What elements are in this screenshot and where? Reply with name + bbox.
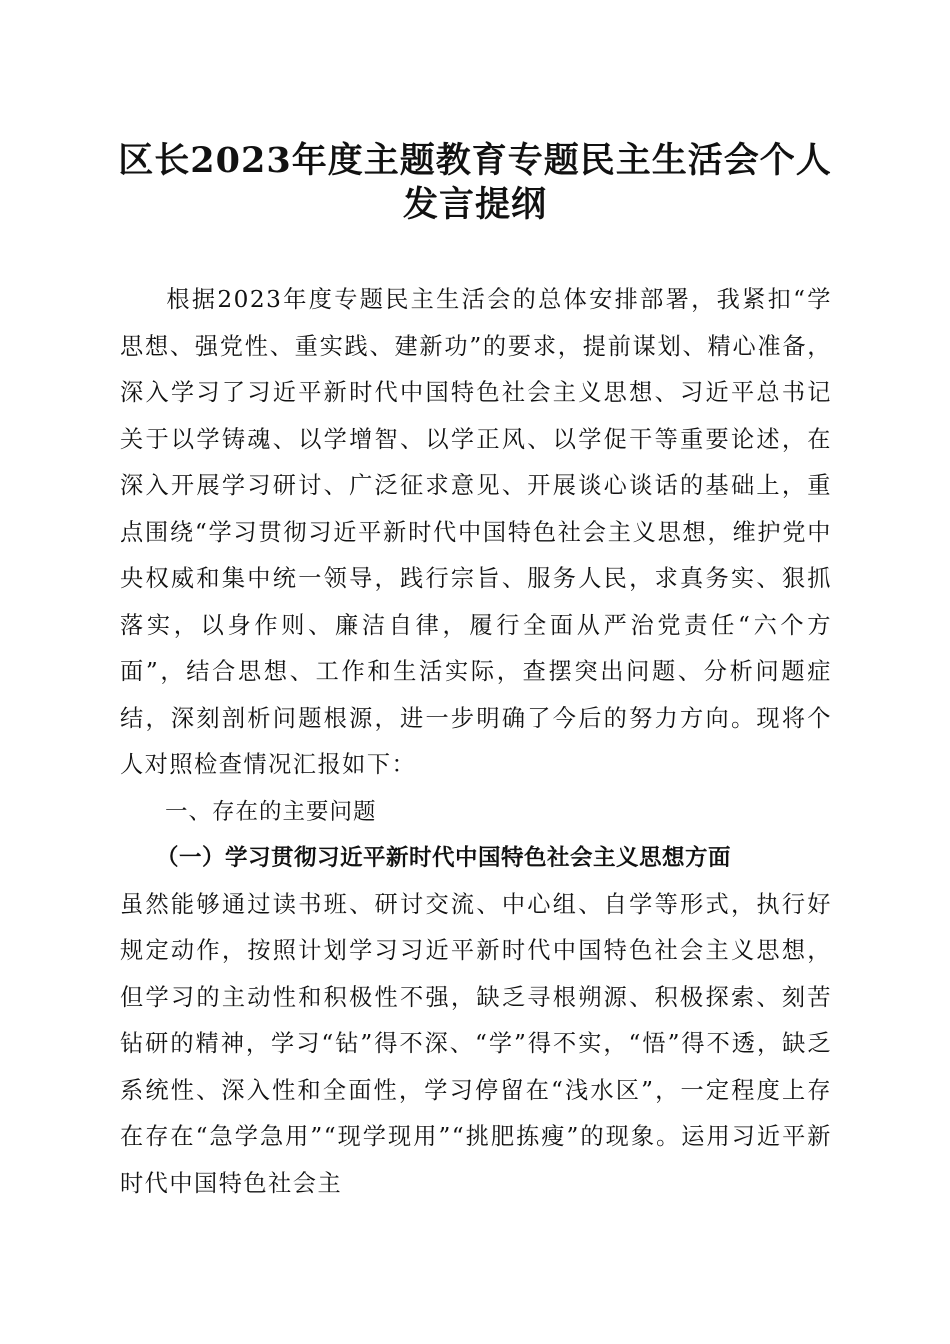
document-body xyxy=(120,277,832,1207)
section-heading-1: 一、存在的主要问题 xyxy=(165,798,377,825)
intro-paragraph: 根据2023年度专题民主生活会的总体安排部署，我紧扣“学思想、强党性、重实践、建新功”的要求，提前谋划、精心准备，深入学习了习近平新时代中国特色社会主义思想、习近平总书记关于以学铸魂、以学增智、以学正风、以学促干等重要论述，在深入开展学习研讨、广泛征求意见、开展谈心谈话的基础上，重点围绕“学习贯彻习近平新时代中国特色社会主义思想，维护党中央权威和集中统一领导，践行宗旨、服务人民，求真务实、狠抓落实，以身作则、廉洁自律，履行全面从严治党责任“六个方面”，结合思想、工作和生活实际，查摆突出问题、分析问题症结，深刻剖析问题根源，进一步明确了今后的努力方向。现将个人对照检查情况汇报如下： xyxy=(120,286,832,778)
subsection-heading-1: （一）学习贯彻习近平新时代中国特色社会主义思想方面 xyxy=(156,845,732,871)
document-title-line2: 发言提纲 xyxy=(402,184,547,225)
document-title-line1: 区长2023年度主题教育专题民主生活会个人 xyxy=(118,140,832,181)
subsection-paragraph-1: 虽然能够通过读书班、研讨交流、中心组、自学等形式，执行好规定动作，按照计划学习习近平新时代中国特色社会主义思想，但学习的主动性和积极性不强，缺乏寻根朔源、积极探索、刻苦钻研的精神，学习“钻”得不深、“学”得不实，“悟”得不透，缺乏系统性、深入性和全面性，学习停留在“浅水区”，一定程度上存在存在“急学急用”“现学现用”“挑肥拣瘦”的现象。运用习近平新时代中国特色社会主 xyxy=(120,890,832,1197)
